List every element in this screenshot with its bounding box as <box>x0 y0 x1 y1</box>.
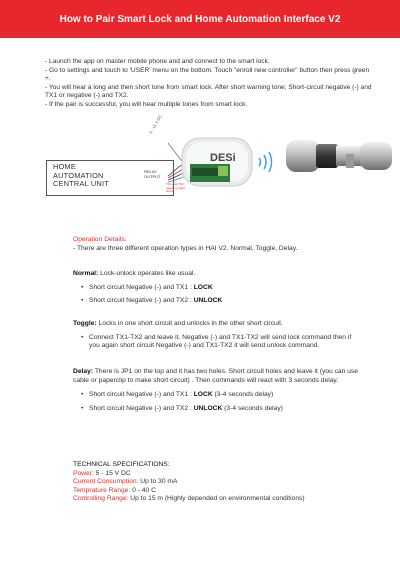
hai-module-image <box>168 128 256 190</box>
relay-note: TX1 and TX2 needs to short circuit <box>166 182 186 194</box>
intro-instructions <box>45 58 375 110</box>
delay-section <box>73 368 363 413</box>
intro-line: - Go to settings and touch to 'USER' menu on the bottom. Touch "enroll new controller" button then press green +. <box>45 66 370 83</box>
normal-desc: Lock-unlock operates like usual. <box>98 270 196 277</box>
intro-line: - Launch the app on master mobile phone and and connect to the smart lock. <box>45 58 270 65</box>
delay-desc: There is JP1 on the top and it has two holes. Short circuit holes and leave it (you can use cable or paperclip to make short circuit) . Then commands will react with 3 seconds delay. <box>73 368 359 384</box>
toggle-label: Toggle: <box>73 320 97 327</box>
list-item: • Short circuit Negative (-) and TX1 : LOCK <box>81 284 363 293</box>
device-brand-text: DESi <box>210 152 236 164</box>
hai-box-line: HOME <box>53 162 76 171</box>
toggle-desc: Locks in one short circuit and unlocks in the other short circuit. <box>96 320 283 327</box>
header-bar <box>0 0 400 38</box>
spec-row: Power: 5 - 15 V DC <box>73 469 131 477</box>
list-item: • Short circuit Negative (-) and TX1 : LOCK (3-4 seconds delay) <box>81 391 363 400</box>
operation-desc: - There are three different operation types in HAI V2. Normal, Toggle, Delay. <box>73 244 298 252</box>
relay-output-label <box>144 170 160 179</box>
page-title: How to Pair Smart Lock and Home Automation Interface V2 <box>59 13 341 25</box>
hai-box-line: AUTOMATION <box>53 170 104 180</box>
operation-details <box>73 236 363 253</box>
spec-row: Current Consumption: Up to 30 mA <box>73 478 178 485</box>
normal-section <box>73 270 363 306</box>
toggle-section <box>73 320 363 351</box>
voltage-label: 5 - 15 V DC <box>148 113 163 135</box>
relay-label-line: OUTPUT <box>144 173 161 179</box>
relay-label-line: RELAY <box>144 169 157 174</box>
hai-box-line: CENTRAL UNIT <box>53 179 109 189</box>
list-item: • Connect TX1-TX2 and leave it. Negative (-) and TX1-TX2 will send lock command then if you again short circuit Negative (-) and TX1-TX2 it will send unlock command. <box>81 334 363 351</box>
wireless-signal-icon <box>256 150 274 174</box>
normal-label: Normal: <box>73 270 99 277</box>
list-item: • Short circuit Negative (-) and TX2 : UNLOCK (3-4 seconds delay) <box>81 405 363 414</box>
spec-row: Controlling Range: Up to 15 m (Highly depended on environmental conditions) <box>73 495 305 502</box>
delay-label: Delay: <box>73 368 94 375</box>
operation-title: Operation Details: <box>73 236 127 243</box>
list-item: • Short circuit Negative (-) and TX2 : UNLOCK <box>81 297 363 306</box>
technical-specifications <box>73 461 363 504</box>
specs-title: TECHNICAL SPECIFICATIONS: <box>73 461 170 468</box>
smart-lock-cylinder-image <box>286 136 394 178</box>
intro-line: - If the pair is successful, you will hear multiple tones from smart lock. <box>45 100 248 108</box>
spec-row: Temprature Range: 0 - 40 C <box>73 486 156 494</box>
intro-line: - You will hear a long and then short tone from smart lock. After short warning tone; Short-circuit negative (-) and TX1 or negative (-) and TX2. <box>45 83 372 100</box>
